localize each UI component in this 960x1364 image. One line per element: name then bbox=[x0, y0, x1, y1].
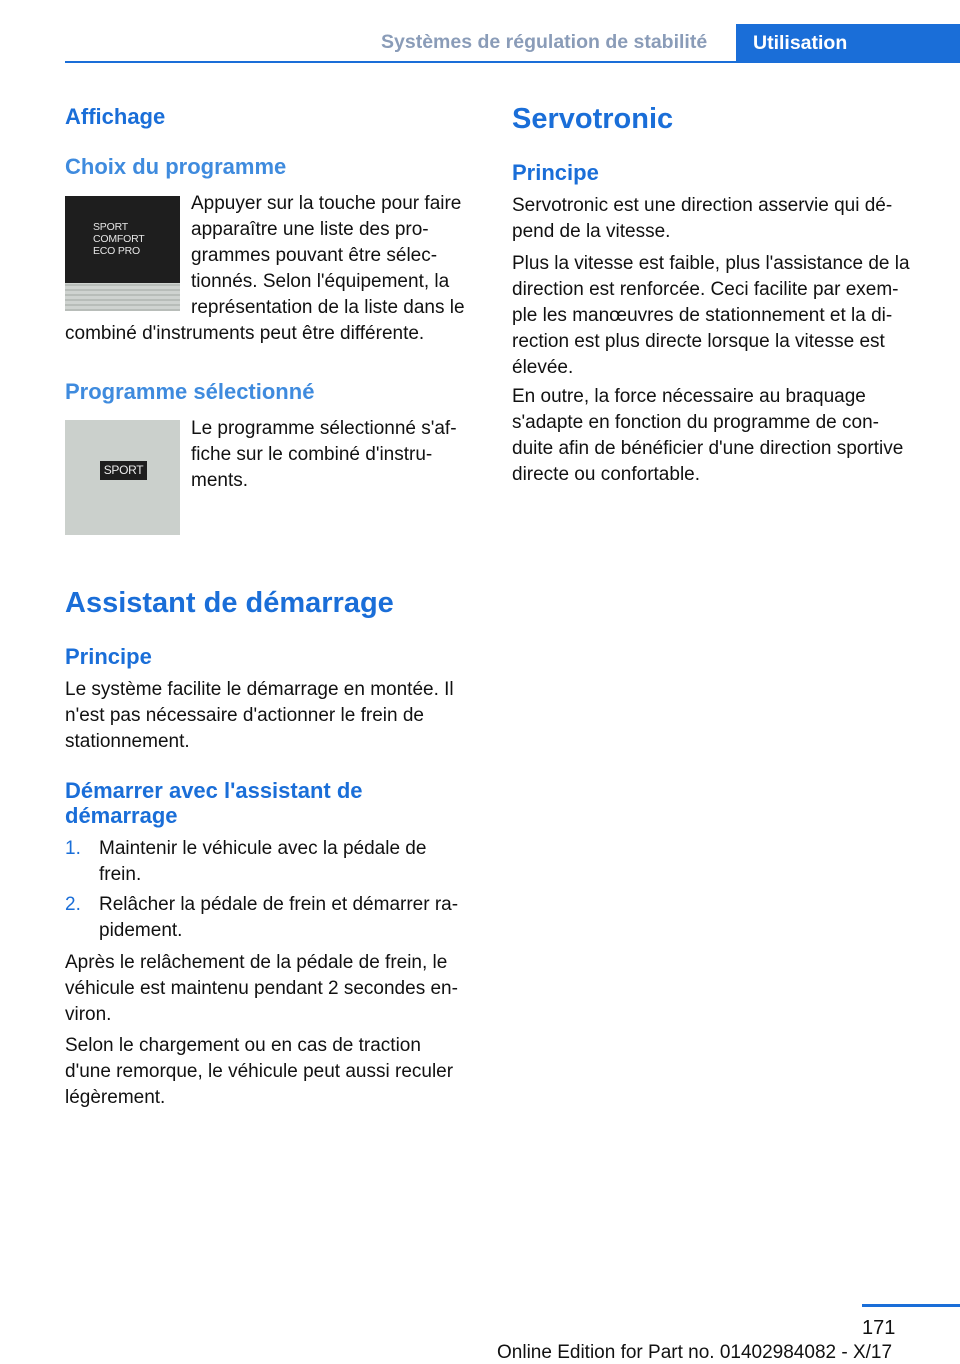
choix-line: combiné d'instruments peut être différente. bbox=[65, 323, 425, 344]
servo-line: pend de la vitesse. bbox=[512, 221, 671, 242]
step-line: frein. bbox=[99, 864, 142, 885]
load-line: légèrement. bbox=[65, 1087, 166, 1108]
servo-line: élevée. bbox=[512, 357, 574, 378]
servo-line: Plus la vitesse est faible, plus l'assistance de la bbox=[512, 253, 910, 274]
selection-line: fiche sur le combiné d'instru‐ bbox=[191, 444, 433, 465]
after-line: viron. bbox=[65, 1004, 112, 1025]
header-section-title: Systèmes de régulation de stabilité bbox=[381, 31, 708, 53]
program-list-display-image bbox=[65, 196, 180, 311]
servo-line: s'adapte en fonction du programme de con‐ bbox=[512, 412, 879, 433]
choix-heading: Choix du programme bbox=[65, 154, 287, 179]
demarrer-heading: Démarrer avec l'assistant de bbox=[65, 778, 363, 803]
choix-line: apparaître une liste des pro‐ bbox=[191, 219, 429, 240]
step-number: 2. bbox=[65, 894, 81, 915]
affichage-heading: Affichage bbox=[65, 104, 166, 129]
step-line: Maintenir le véhicule avec la pédale de bbox=[99, 838, 427, 859]
load-line: d'une remorque, le véhicule peut aussi reculer bbox=[65, 1061, 454, 1082]
display-line-comfort: COMFORT bbox=[93, 233, 145, 245]
servotronic-heading: Servotronic bbox=[512, 103, 674, 135]
step-number: 1. bbox=[65, 838, 81, 859]
selected-program-display-image bbox=[65, 420, 180, 535]
assistant-heading: Assistant de démarrage bbox=[65, 587, 394, 619]
display-line-sport: SPORT bbox=[93, 221, 128, 233]
servo-line: duite afin de bénéficier d'une direction sportive bbox=[512, 438, 904, 459]
servo-line: ple les manœuvres de stationnement et la di‐ bbox=[512, 305, 893, 326]
selection-heading: Programme sélectionné bbox=[65, 379, 315, 404]
after-line: véhicule est maintenu pendant 2 secondes en‐ bbox=[65, 978, 458, 999]
choix-line: grammes pouvant être sélec‐ bbox=[191, 245, 438, 266]
header-tab-utilisation bbox=[736, 24, 960, 63]
choix-line: représentation de la liste dans le bbox=[191, 297, 465, 318]
principe-line: stationnement. bbox=[65, 731, 190, 752]
servo-line: Servotronic est une direction asservie qui dé‐ bbox=[512, 195, 893, 216]
step-line: Relâcher la pédale de frein et démarrer ra‐ bbox=[99, 894, 459, 915]
choix-line: Appuyer sur la touche pour faire bbox=[191, 193, 462, 214]
display-screen bbox=[65, 196, 180, 283]
principe-line: n'est pas nécessaire d'actionner le frein de bbox=[65, 705, 424, 726]
display-bezel bbox=[65, 283, 180, 311]
servo-line: direction est renforcée. Ceci facilite par exem‐ bbox=[512, 279, 899, 300]
step-line: pidement. bbox=[99, 920, 183, 941]
footer-edition: Online Edition for Part no. 01402984082 - X/17 bbox=[497, 1342, 893, 1363]
principe-line: Le système facilite le démarrage en montée. Il bbox=[65, 679, 454, 700]
selection-line: ments. bbox=[191, 470, 249, 491]
page-number: 171 bbox=[862, 1317, 896, 1339]
sport-badge: SPORT bbox=[100, 461, 147, 480]
load-line: Selon le chargement ou en cas de traction bbox=[65, 1035, 421, 1056]
servo-line: En outre, la force nécessaire au braquage bbox=[512, 386, 866, 407]
choix-line: tionnés. Selon l'équipement, la bbox=[191, 271, 450, 292]
servo-line: rection est plus directe lorsque la vitesse est bbox=[512, 331, 885, 352]
display-line-eco-pro: ECO PRO bbox=[93, 245, 141, 257]
servotronic-principe-heading: Principe bbox=[512, 160, 599, 185]
selection-line: Le programme sélectionné s'af‐ bbox=[191, 418, 457, 439]
principe-heading: Principe bbox=[65, 644, 152, 669]
after-line: Après le relâchement de la pédale de frein, le bbox=[65, 952, 448, 973]
servo-line: directe ou confortable. bbox=[512, 464, 701, 485]
header-rule bbox=[65, 61, 960, 63]
demarrer-heading-cont: démarrage bbox=[65, 803, 178, 828]
footer-rule bbox=[862, 1304, 960, 1307]
header-tab-label: Utilisation bbox=[753, 32, 848, 54]
